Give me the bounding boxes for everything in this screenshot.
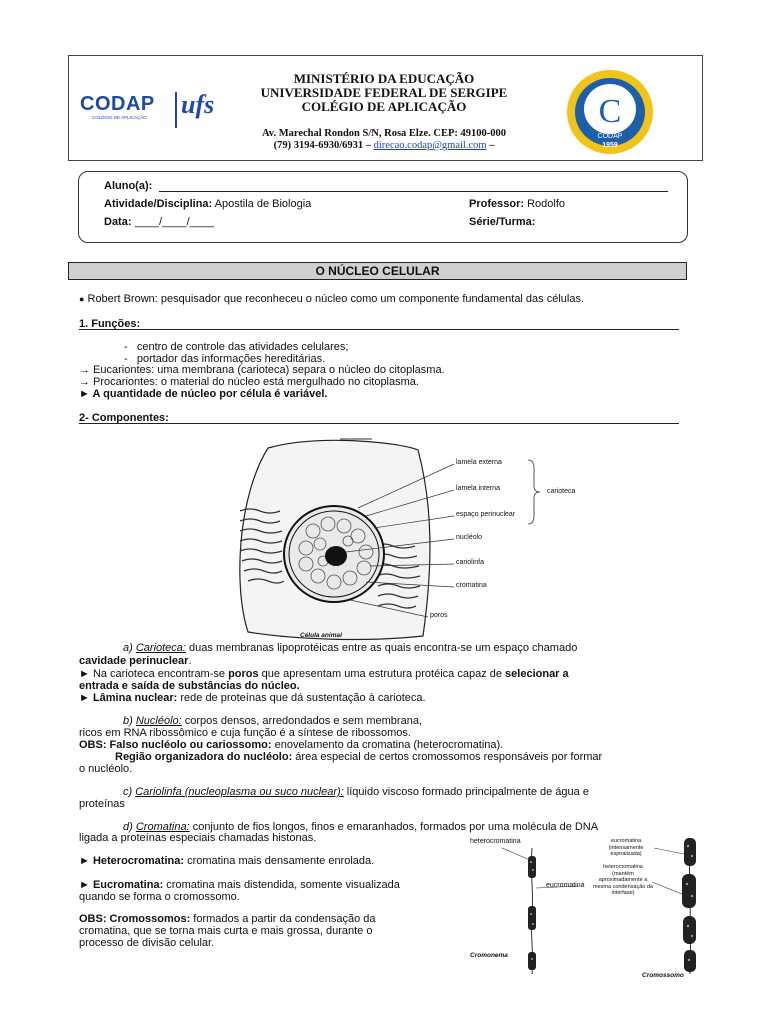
header-address: Av. Marechal Rondon S/N, Rosa Elze. CEP: 49100-000 [261, 128, 507, 139]
header-phone: (79) 3194-6930/6931 – [273, 140, 372, 151]
eucromatina-line1: ► Eucromatina: cromatina mais distendida, somente visualizada [79, 879, 400, 891]
sec1-euk: → Eucariontes: uma membrana (carioteca) separa o núcleo do citoplasma. [79, 364, 445, 376]
sec1-item-1: - centro de controle das atividades celulares; [124, 341, 349, 353]
term-nucleolo: Nucléolo: [135, 715, 182, 727]
codap-seal [566, 68, 654, 156]
header-email-link[interactable]: direcao.codap@gmail.com [373, 140, 487, 151]
aluno-label: Aluno(a): [104, 180, 153, 192]
atividade-value: Apostila de Biologia [212, 198, 312, 210]
label-lamela-externa: lamela externa [456, 459, 502, 466]
header-line-1: MINISTÉRIO DA EDUCAÇÃO [293, 71, 475, 86]
obs-cromossomos-line1: OBS: Cromossomos: formados a partir da condensação da [79, 913, 376, 925]
data-value: ____/____/____ [131, 216, 215, 228]
atividade-row [104, 198, 311, 211]
para-b-line1: b) Nucléolo: corpos densos, arredondados e sem membrana, [123, 715, 423, 727]
data-row [104, 216, 214, 229]
para-a-line1: a) Carioteca: duas membranas lipoprotéicas entre as quais encontra-se um espaço chamado [123, 642, 578, 654]
page-title: O NÚCLEO CELULAR [68, 262, 687, 280]
label-cromossomo: Cromossomo [642, 972, 684, 979]
seal-letter: C [598, 93, 622, 130]
poros-line2: entrada e saída de substâncias do núcleo. [79, 680, 300, 692]
obs-cromossomos-line2: cromatina, que se torna mais curta e mais grossa, durante o [79, 925, 373, 937]
seal-year: 1959 [602, 142, 618, 149]
para-d-line2: ligada a proteínas especiais chamadas histonas. [79, 832, 317, 844]
figure1-caption: Célula animal [300, 632, 342, 639]
obs-cromossomos-line3: processo de divisão celular. [79, 937, 215, 949]
eucromatina-line2: quando se forma o cromossomo. [79, 891, 240, 903]
bullet-icon: ● [79, 294, 85, 304]
label-poros: poros [430, 612, 448, 619]
codap-logo-subtitle: COLÉGIO DE APLICAÇÃO [92, 115, 147, 120]
para-d-line1: d) Cromatina: conjunto de fios longos, finos e emaranhados, formados por uma molécula de DNA [123, 821, 599, 833]
serie-label: Série/Turma: [469, 216, 536, 228]
ufs-logo: ufs [181, 90, 215, 119]
label-cromonema: Cromonema [470, 952, 508, 959]
regiao-line1: Região organizadora do nucléolo: área especial de certos cromossomos responsáveis por formar [115, 751, 603, 763]
nucleus-figure [228, 436, 576, 642]
sec1-rule [79, 329, 679, 330]
term-cromatina: Cromatina: [135, 821, 190, 833]
sec1-note: ► A quantidade de núcleo por célula é variável. [79, 388, 328, 400]
para-c-line2: proteínas [79, 798, 125, 810]
sec1-heading: 1. Funções: [79, 318, 141, 330]
obs-falso-nucleolo: OBS: Falso nucléolo ou cariossomo: enovelamento da cromatina (heterocromatina). [79, 739, 504, 751]
professor-row [469, 198, 565, 211]
label-heterocromatina-right: heterocromatina (mantém aproximadamente a mesma condensação da intérfase) [593, 864, 653, 896]
term-carioteca: Carioteca: [135, 642, 186, 654]
data-label: Data: [104, 216, 132, 228]
sec2-heading: 2- Componentes: [79, 412, 169, 424]
sec2-rule [79, 423, 679, 424]
sec1-item-2: - portador das informações hereditárias. [124, 353, 326, 365]
label-nucleolo: nucléolo [456, 534, 483, 541]
poros-line1: ► Na carioteca encontram-se poros que apresentam uma estrutura protéica capaz de selecionar a [79, 668, 569, 680]
lamina-line: ► Lâmina nuclear: rede de proteínas que dá sustentação à carioteca. [79, 692, 426, 704]
intro-line [79, 293, 584, 306]
chromatin-figure [462, 834, 712, 980]
para-b-line2: ricos em RNA ribossômico e cuja função é a síntese de ribossomos. [79, 727, 411, 739]
heterocromatina-line: ► Heterocromatina: cromatina mais densamente enrolada. [79, 855, 375, 867]
term-cariolinfa: Cariolinfa (nucleoplasma ou suco nuclear): [135, 786, 344, 798]
intro-text: Robert Brown: pesquisador que reconheceu o núcleo como um componente fundamental das células. [87, 293, 585, 305]
label-heterocromatina: heterocromatina [470, 838, 521, 845]
professor-value: Rodolfo [524, 198, 566, 210]
atividade-label: Atividade/Disciplina: [104, 198, 213, 210]
header-line-3: COLÉGIO DE APLICAÇÃO [301, 99, 467, 114]
label-eucromatina: eucromatina [546, 882, 585, 889]
sec1-prok: → Procariontes: o material do núcleo está mergulhado no citoplasma. [79, 376, 419, 388]
label-lamela-interna: lamela interna [456, 485, 500, 492]
header-line-2: UNIVERSIDADE FEDERAL DE SERGIPE [260, 85, 508, 100]
label-cariolinfa: cariolinfa [456, 559, 485, 566]
label-cromatina: cromatina [456, 582, 487, 589]
aluno-field-line[interactable] [159, 191, 668, 192]
para-a-line2: cavidade perinuclear. [79, 655, 192, 667]
professor-label: Professor: [469, 198, 525, 210]
regiao-line2: o nucléolo. [79, 763, 133, 775]
para-c-line1: c) Cariolinfa (nucleoplasma ou suco nuclear): líquido viscoso formado principalmente de água e [123, 786, 589, 798]
label-eucromatina-right: eucromatina (intensamente espiralizada) [608, 838, 644, 857]
codap-logo-text: CODAP [80, 93, 155, 115]
label-espaco-perinuclear: espaço perinuclear [456, 511, 516, 518]
label-carioteca: carioteca [547, 488, 576, 495]
seal-label: CODAP [597, 133, 623, 140]
header-phone-end: – [489, 140, 495, 151]
